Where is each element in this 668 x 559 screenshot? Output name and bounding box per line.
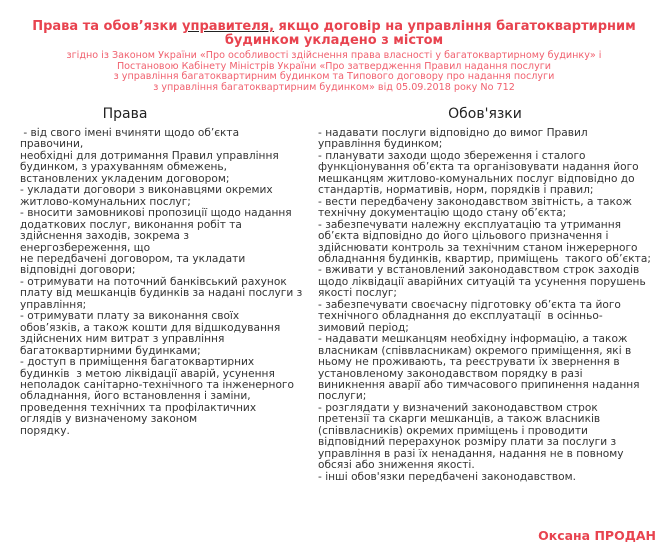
- duties-line: обладнання будинків, квартир, приміщень такого об’єкта;: [318, 252, 651, 265]
- rights-line: неполадок санітарно-технічного та інженерного: [20, 378, 294, 391]
- duties-line: - інші обов'язки передбачені законодавством.: [318, 470, 576, 483]
- rights-line: порядку.: [20, 424, 70, 437]
- duties-line: технічного обладнання до експлуатації в осінньо-: [318, 310, 603, 323]
- duties-list: [318, 128, 651, 483]
- duties-line: стандартів, нормативів, норм, порядків і правил;: [318, 184, 594, 197]
- rights-line: проведення технічних та профілактичних: [20, 401, 257, 414]
- duties-line: - вести передбачену законодавством звітність, а також: [318, 195, 632, 208]
- rights-line: обов’язків, а також кошти для відшкодування: [20, 321, 281, 334]
- rights-line: будинком, з урахуванням обмежень,: [20, 161, 228, 174]
- rights-line: здійснених ним витрат з управління: [20, 333, 225, 346]
- rights-line: встановлених укладеним договором;: [20, 172, 230, 185]
- rights-line: - вносити замовникові пропозиції щодо надання: [20, 207, 292, 220]
- duties-line: об’єкта відповідно до його цільового призначення і: [318, 230, 609, 243]
- rights-line: необхідні для дотримання Правил управління: [20, 149, 279, 162]
- rights-heading: Права: [102, 106, 148, 122]
- rights-line: будинків з метою ліквідації аварій, усунення: [20, 367, 275, 380]
- duties-line: щодо ліквідації аварійних ситуацій та усунення порушень: [318, 275, 646, 288]
- rights-line: плату від мешканців будинків за надані послуги з: [20, 287, 303, 300]
- duties-line: (співвласників) окремих приміщень і проводити: [318, 424, 588, 437]
- duties-line: управління в разі їх ненадання, надання не в повному: [318, 447, 624, 460]
- page-title: [0, 20, 668, 48]
- duties-line: управління будинком;: [318, 138, 443, 151]
- duties-line: виникнення аварії або тимчасового припинення надання: [318, 378, 640, 391]
- duties-line: - надавати послуги відповідно до вимог Правил: [318, 127, 588, 139]
- subtitle-line: з управління багатоквартирним будинком та Типового договору про надання послуги: [113, 71, 555, 83]
- rights-line: енергозбереження, що: [20, 241, 151, 254]
- duties-line: власникам (співвласникам) окремого приміщення, які в: [318, 344, 632, 357]
- rights-line: здійснення заходів, зокрема з: [20, 230, 190, 243]
- subtitle-line: з управління багатоквартирним будинком» від 05.09.2018 року No 712: [153, 81, 515, 93]
- rights-line: додаткових послуг, виконання робіт та: [20, 218, 242, 231]
- subtitle: [0, 51, 668, 93]
- duties-line: відповідний перерахунок розміру плати за послуги з: [318, 436, 617, 449]
- rights-line: оглядів у визначеному законом: [20, 413, 198, 426]
- title-line2: будинком укладено з містом: [224, 33, 444, 48]
- duties-line: якості послуг;: [318, 287, 397, 300]
- rights-line: - отримувати на поточний банківський рахунок: [20, 275, 287, 288]
- title-underlined: управителя,: [182, 19, 275, 34]
- duties-line: технічну документацію щодо стану об’єкта;: [318, 207, 567, 220]
- duties-line: обсязі або зниження якості.: [318, 459, 475, 472]
- duties-line: - розглядати у визначений законодавством строк: [318, 401, 598, 414]
- duties-line: претензії та скарги мешканців, а також власників: [318, 413, 601, 426]
- rights-line: обладнання, його встановлення і заміни,: [20, 390, 251, 403]
- subtitle-line: згідно із Законом України «Про особливості здійснення права власності у багатоквартирному будинку» і: [66, 50, 602, 61]
- rights-line: - укладати договори з виконавцями окремих: [20, 184, 273, 197]
- rights-line: - отримувати плату за виконання своїх: [20, 310, 240, 323]
- rights-line: відповідні договори;: [20, 264, 136, 277]
- rights-line: правочини,: [20, 138, 84, 151]
- duties-line: - вживати у встановлений законодавством строк заходів: [318, 264, 640, 277]
- title-part: Права та обов’язки: [32, 19, 182, 34]
- rights-list: [20, 128, 302, 437]
- duties-line: ньому не проживають, та реєструвати їх звернення в: [318, 356, 620, 369]
- rights-line: - від свого імені вчиняти щодо об’єкта: [20, 127, 240, 139]
- rights-line: багатоквартирними будинками;: [20, 344, 201, 357]
- duties-line: - забезпечувати своєчасну підготовку об’єкта та його: [318, 298, 621, 311]
- rights-line: управління;: [20, 298, 87, 311]
- title-part: якщо договір на управління багатоквартирним: [274, 19, 636, 34]
- duties-line: - планувати заходи щодо збереження і сталого: [318, 149, 586, 162]
- duties-line: - забезпечувати належну експлуатацію та утримання: [318, 218, 622, 231]
- rights-line: житлово-комунальних послуг;: [20, 195, 191, 208]
- duties-line: - надавати мешканцям необхідну інформацію, а також: [318, 333, 628, 346]
- duties-line: установленому законодавством порядку в разі: [318, 367, 583, 380]
- rights-line: - доступ в приміщення багатоквартирних: [20, 356, 255, 369]
- duties-line: функціонування об’єкта та організовувати надання його: [318, 161, 639, 174]
- subtitle-line: Постановою Кабінету Міністрів України «Про затвердження Правил надання послуги: [116, 60, 552, 72]
- author-name: Оксана ПРОДАН: [538, 528, 656, 543]
- rights-line: не передбачені договором, та укладати: [20, 252, 246, 265]
- duties-heading: Обов'язки: [448, 106, 522, 122]
- duties-line: зимовий період;: [318, 321, 409, 334]
- duties-line: мешканцям житлово-комунальних послуг відповідно до: [318, 172, 635, 185]
- duties-line: здійснювати контроль за технічним станом інжерерного: [318, 241, 638, 254]
- duties-line: послуги;: [318, 390, 367, 403]
